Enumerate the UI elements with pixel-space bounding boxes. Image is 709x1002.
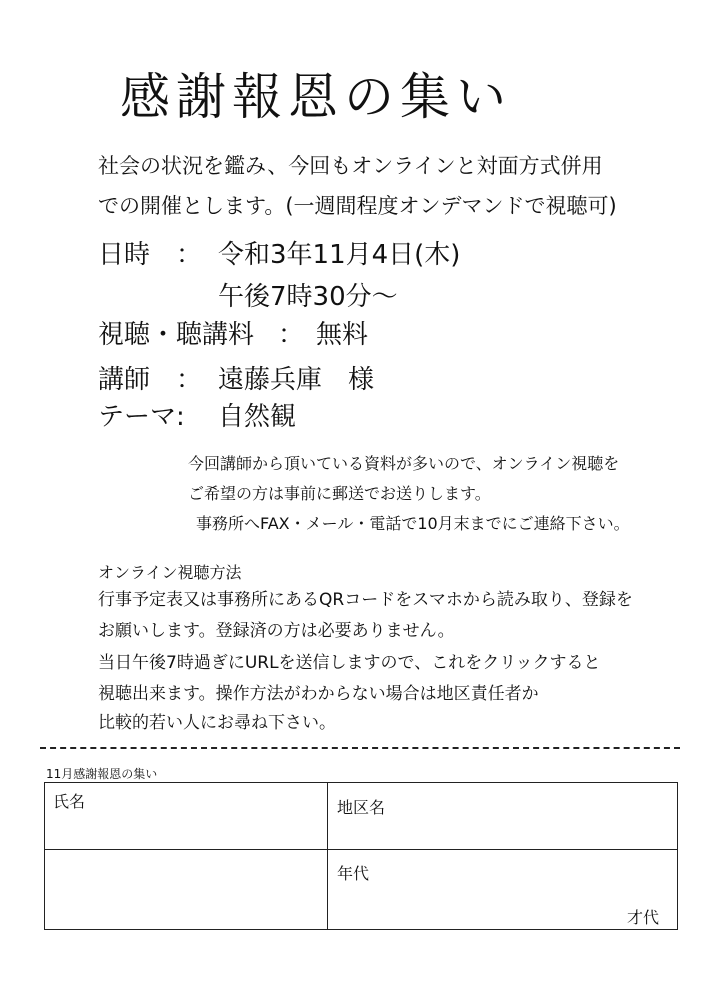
online-instruction-line: お願いします。登録済の方は必要ありません。 (98, 621, 455, 641)
online-heading: オンライン視聴方法 (98, 563, 242, 582)
age-unit-label: 才代 (627, 908, 660, 927)
theme-value: 自然観 (218, 402, 297, 432)
lecturer-label: 講師 (98, 365, 151, 395)
date-colon: ： (176, 240, 203, 270)
name-field-label: 氏名 (53, 792, 86, 811)
fee-colon: ： (278, 320, 305, 350)
fee-value: 無料 (316, 320, 369, 350)
intro-line: 社会の状況を鑑み、今回もオンラインと対面方式併用 (98, 154, 603, 178)
intro-line: での開催とします。(一週間程度オンデマンドで視聴可) (98, 194, 617, 218)
theme-label: テーマ: (98, 402, 185, 432)
online-instruction-line: 当日午後7時過ぎにURLを送信しますので、これをクリックすると (98, 653, 601, 673)
form-row-divider (45, 849, 677, 850)
lecturer-colon: ： (176, 365, 203, 395)
form-caption: 11月感謝報恩の集い (46, 767, 158, 781)
online-instruction-line: 比較的若い人にお尋ね下さい。 (98, 713, 336, 733)
note-line: ご希望の方は事前に郵送でお送りします。 (188, 484, 491, 503)
note-line: 事務所へFAX・メール・電話で10月末までにご連絡下さい。 (196, 514, 630, 533)
page-title: 感謝報恩の集い (120, 68, 512, 126)
registration-form (44, 782, 678, 930)
lecturer-value: 遠藤兵庫 様 (218, 365, 375, 395)
date-label: 日時 (98, 240, 151, 270)
cut-line-divider (40, 747, 680, 749)
district-field-label: 地区名 (337, 798, 386, 817)
age-field-label: 年代 (337, 864, 370, 883)
online-instruction-line: 行事予定表又は事務所にあるQRコードをスマホから読み取り、登録を (98, 590, 633, 610)
form-column-divider (327, 783, 328, 929)
online-instruction-line: 視聴出来ます。操作方法がわからない場合は地区責任者か (98, 684, 539, 704)
date-value: 令和3年11月4日(木) (218, 240, 461, 270)
note-line: 今回講師から頂いている資料が多いので、オンライン視聴を (188, 454, 620, 473)
fee-label: 視聴・聴講料 (98, 320, 255, 350)
time-value: 午後7時30分～ (218, 282, 398, 312)
